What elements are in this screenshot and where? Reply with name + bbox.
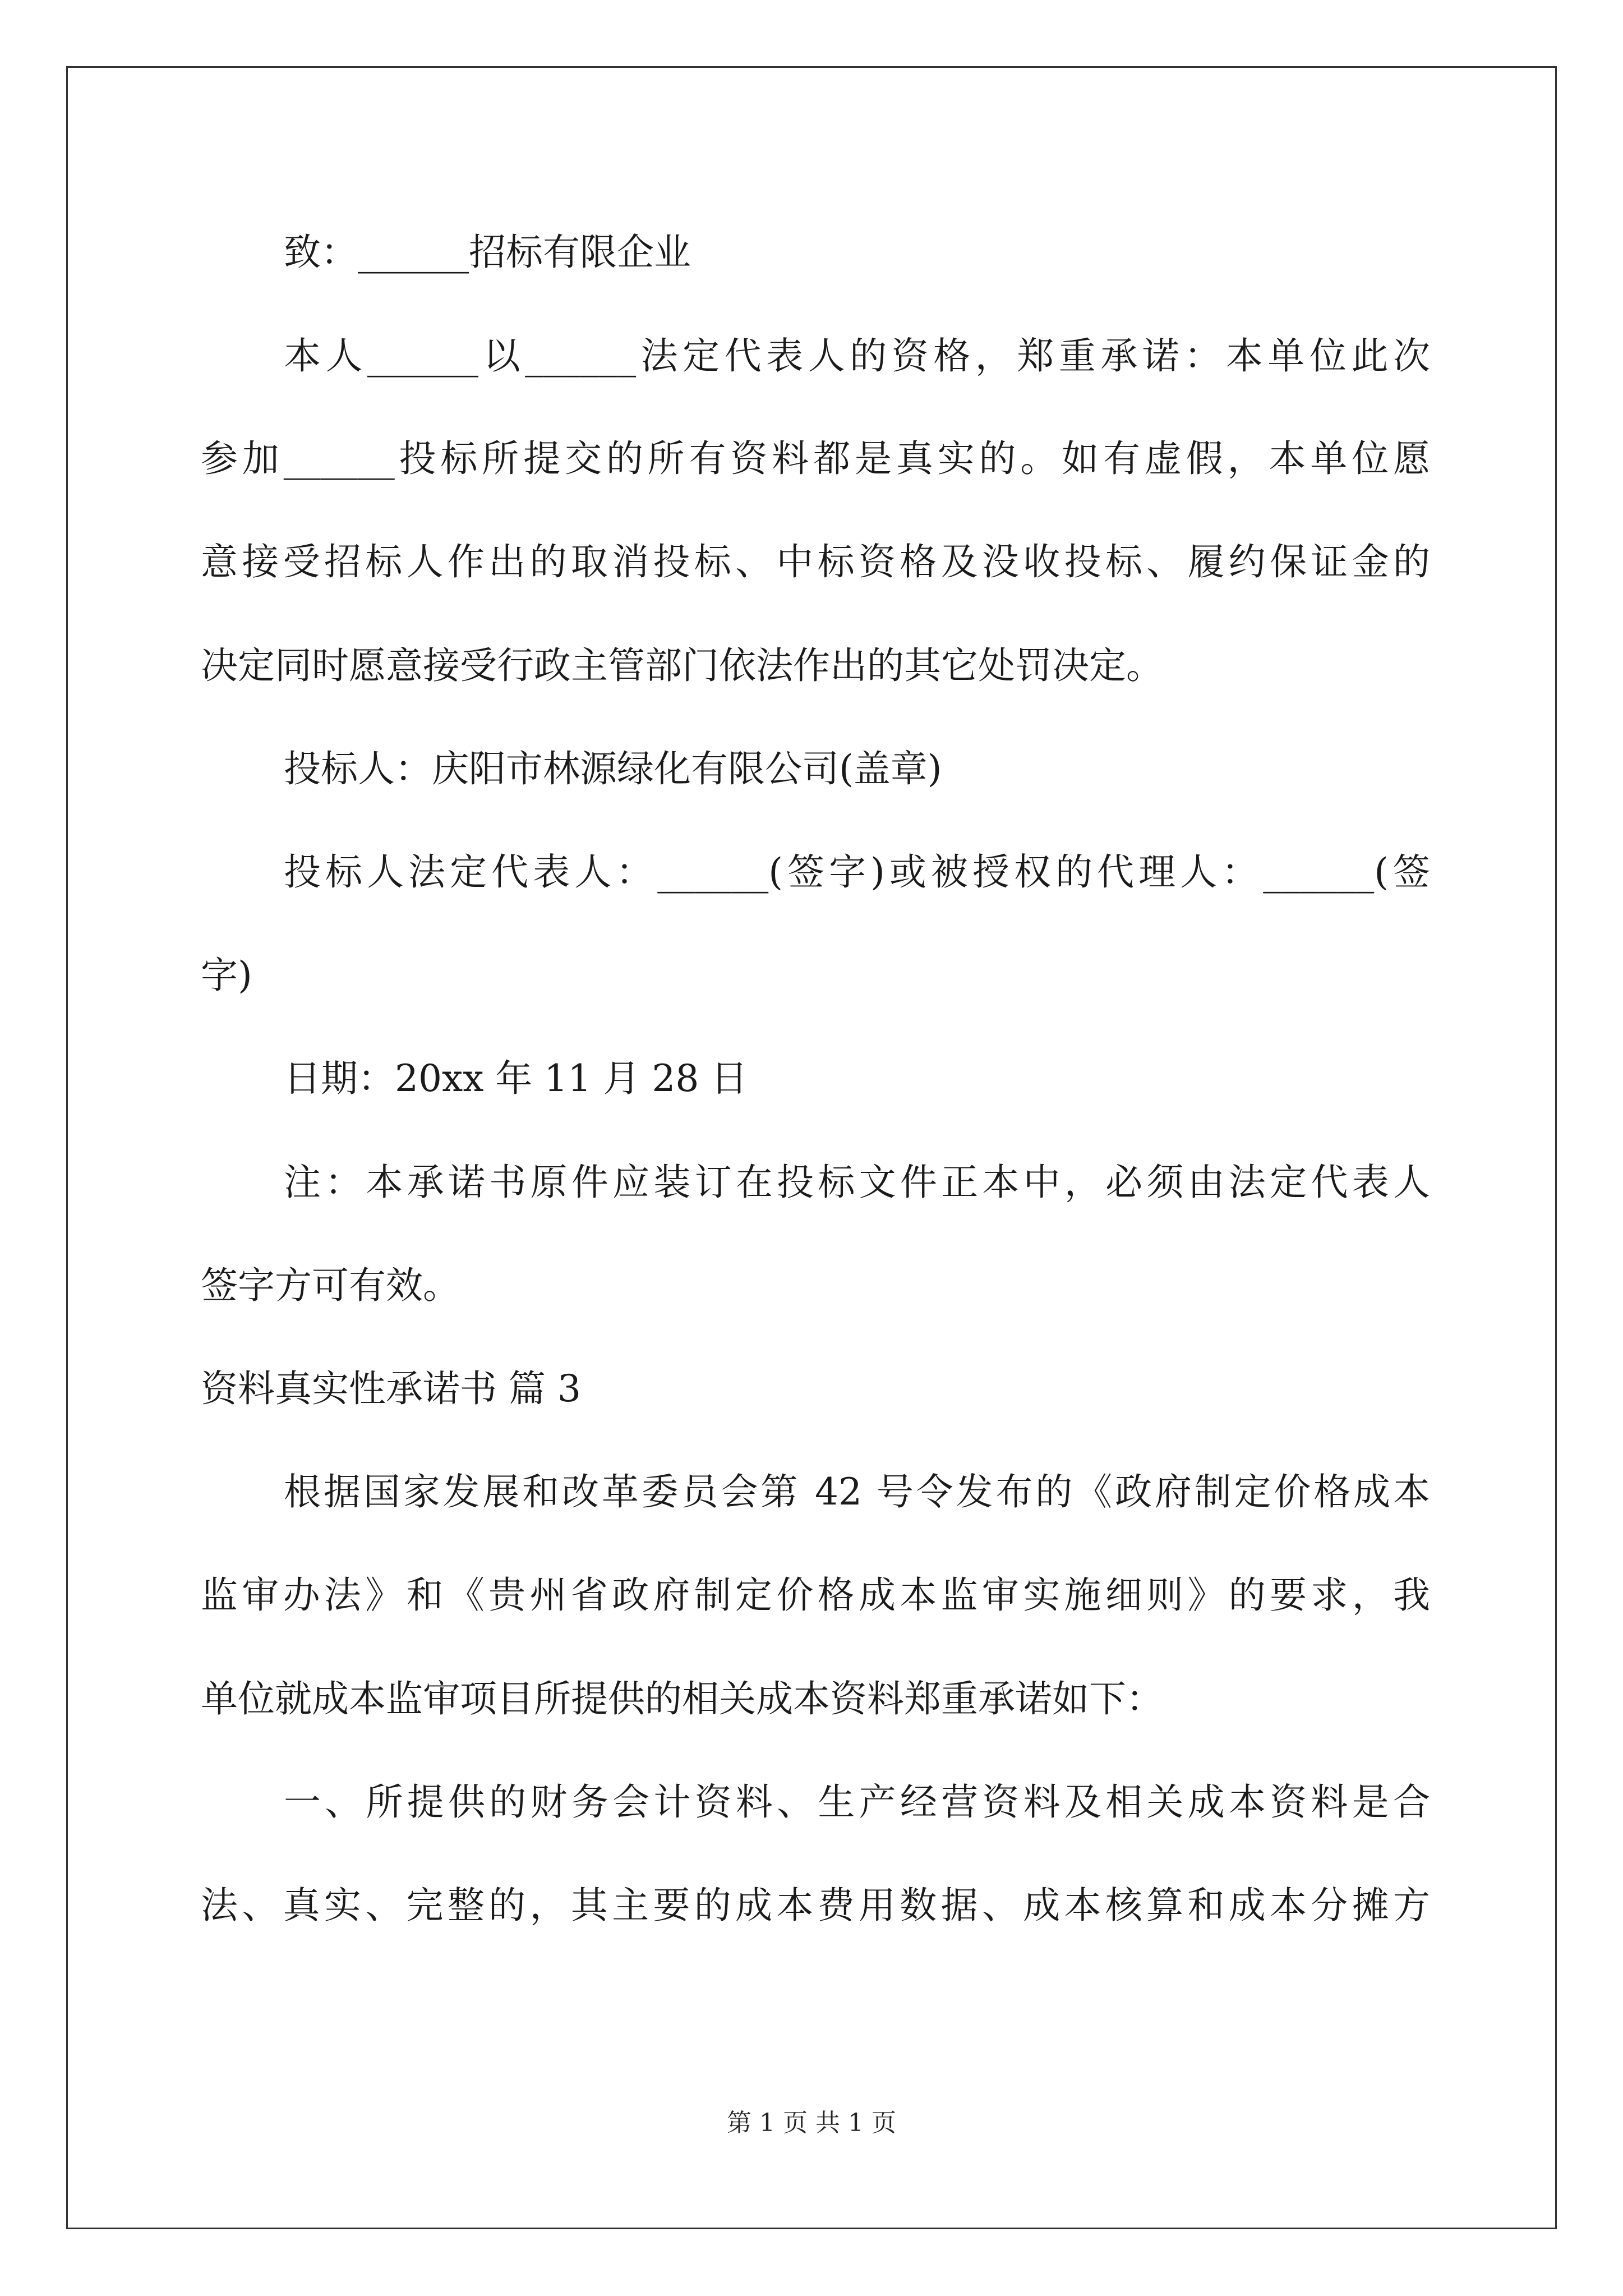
addressee-line: 致：______招标有限企业	[284, 231, 691, 274]
page-footer: 第 1 页 共 1 页	[727, 2109, 896, 2137]
paragraph-line: 监审办法》和《贵州省政府制定价格成本监审实施细则》的要求，我	[201, 1573, 1430, 1617]
paragraph-line: 单位就成本监审项目所提供的相关成本资料郑重承诺如下：	[201, 1677, 1163, 1720]
bidder-line: 投标人：庆阳市林源绿化有限公司(盖章)	[284, 747, 942, 790]
paragraph-line: 决定同时愿意接受行政主管部门依法作出的其它处罚决定。	[201, 644, 1163, 687]
note-line: 注：本承诺书原件应装订在投标文件正本中，必须由法定代表人	[284, 1161, 1430, 1204]
paragraph-line: 签字方可有效。	[201, 1264, 460, 1307]
paragraph-line: 参加______投标所提交的所有资料都是真实的。如有虚假，本单位愿	[201, 437, 1430, 480]
paragraph-line: 根据国家发展和改革委员会第 42 号令发布的《政府制定价格成本	[284, 1470, 1430, 1513]
paragraph-line: 意接受招标人作出的取消投标、中标资格及没收投标、履约保证金的	[201, 540, 1430, 583]
representative-line: 投标人法定代表人：______(签字)或被授权的代理人：______(签	[284, 850, 1430, 894]
section-heading: 资料真实性承诺书 篇 3	[201, 1367, 581, 1410]
paragraph-line: 法、真实、完整的，其主要的成本费用数据、成本核算和成本分摊方	[201, 1884, 1430, 1927]
paragraph-line: 本人______以______法定代表人的资格，郑重承诺：本单位此次	[284, 334, 1430, 378]
paragraph-line: 一、所提供的财务会计资料、生产经营资料及相关成本资料是合	[284, 1780, 1430, 1824]
paragraph-line: 字)	[201, 954, 252, 997]
date-line: 日期：20xx 年 11 月 28 日	[284, 1057, 748, 1100]
